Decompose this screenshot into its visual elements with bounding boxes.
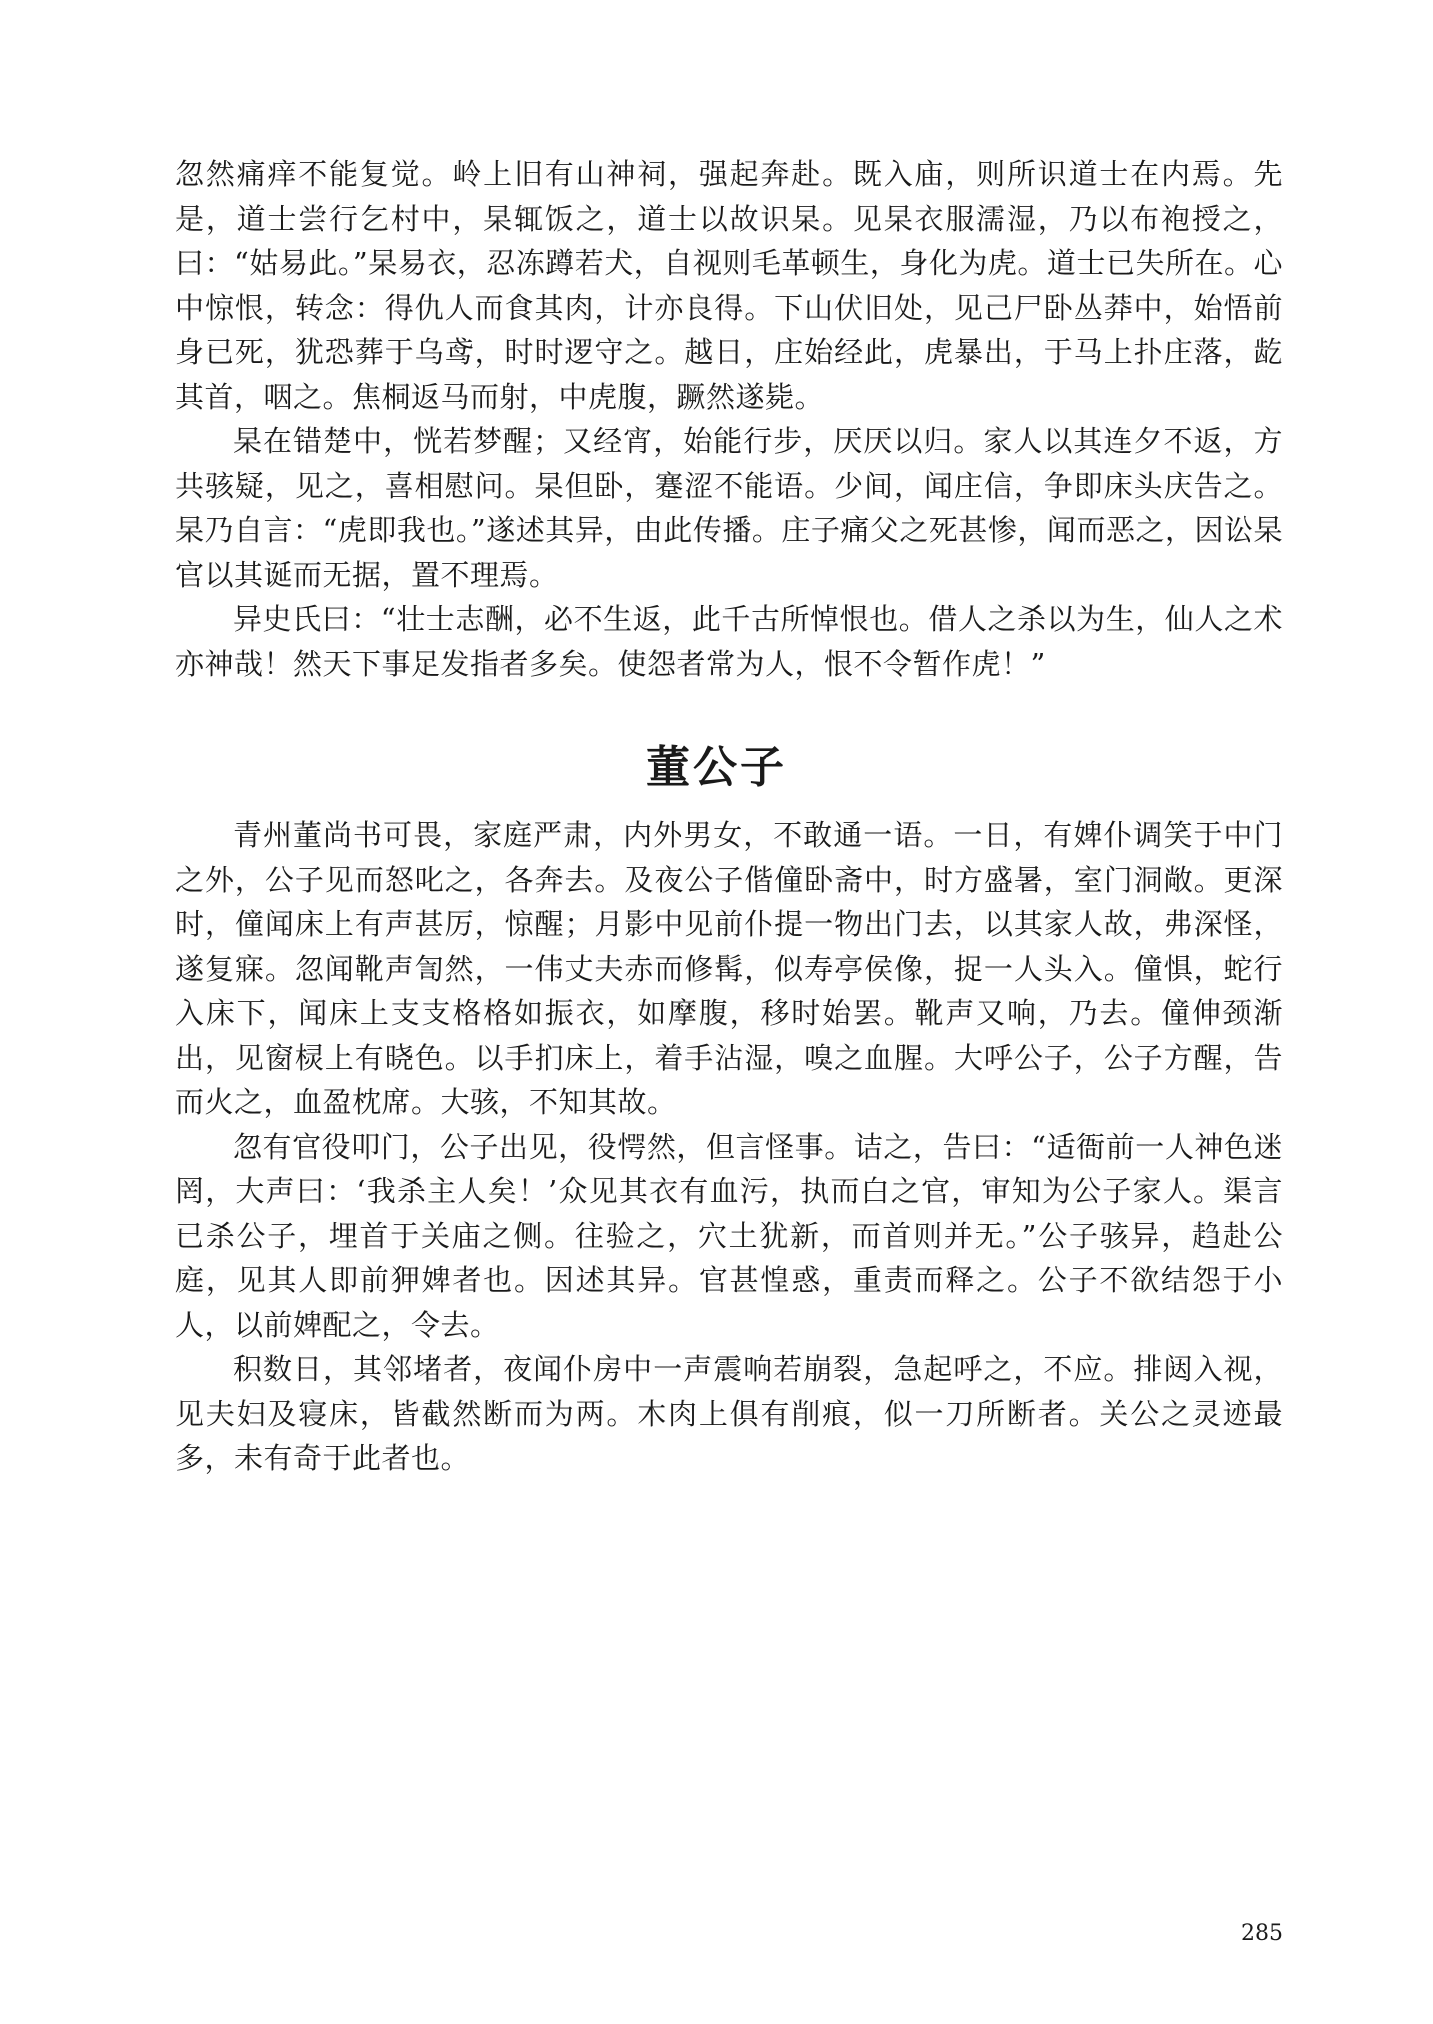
paragraph: 杲在错楚中，恍若梦醒；又经宵，始能行步，厌厌以归。家人以其连夕不返，方共骇疑，见之，喜相慰问。杲但卧，蹇涩不能语。少间，闻庄信，争即床头庆告之。杲乃自言：“虎即我也。”遂述其异，由此传播。庄子痛父之死甚惨，闻而恶之，因讼杲官以其诞而无据，置不理焉。 [175,424,1283,592]
paragraph: 忽然痛痒不能复觉。岭上旧有山神祠，强起奔赴。既入庙，则所识道士在内焉。先是，道士尝行乞村中，杲辄饭之，道士以故识杲。见杲衣服濡湿，乃以布袍授之，曰：“姑易此。”杲易衣，忍冻蹲若犬，自视则毛革顿生，身化为虎。道士已失所在。心中惊恨，转念：得仇人而食其肉，计亦良得。下山伏旧处，见己尸卧丛莽中，始悟前身已死，犹恐葬于乌鸢，时时逻守之。越日，庄始经此，虎暴出，于马上扑庄落，龁其首，咽之。焦桐返马而射，中虎腹，蹶然遂毙。 [175,157,1283,414]
page-number: 285 [1241,1921,1283,1946]
story-body-text [175,813,1283,1481]
paragraph: 忽有官役叩门，公子出见，役愕然，但言怪事。诘之，告曰：“适衙前一人神色迷罔，大声曰：‘我杀主人矣！’众见其衣有血污，执而白之官，审知为公子家人。渠言已杀公子，埋首于关庙之侧。往验之，穴土犹新，而首则并无。”公子骇异，趋赴公庭，见其人即前狎婢者也。因述其异。官甚惶惑，重责而释之。公子不欲结怨于小人，以前婢配之，令去。 [175,1129,1283,1342]
previous-story-text [175,152,1283,686]
paragraph: 青州董尚书可畏，家庭严肃，内外男女，不敢通一语。一日，有婢仆调笑于中门之外，公子见而怒叱之，各奔去。及夜公子偕僮卧斋中，时方盛暑，室门洞敞。更深时，僮闻床上有声甚厉，惊醒；月影中见前仆提一物出门去，以其家人故，弗深怪，遂复寐。忽闻靴声訇然，一伟丈夫赤而修髯，似寿亭侯像，捉一人头入。僮惧，蛇行入床下，闻床上支支格格如振衣，如摩腹，移时始罢。靴声又响，乃去。僮伸颈渐出，见窗棂上有晓色。以手扪床上，着手沾湿，嗅之血腥。大呼公子，公子方醒，告而火之，血盈枕席。大骇，不知其故。 [175,818,1283,1119]
story-title: 董公子 [646,742,787,793]
paragraph: 积数日，其邻堵者，夜闻仆房中一声震响若崩裂，急起呼之，不应。排闼入视，见夫妇及寝床，皆截然断而为两。木肉上俱有削痕，似一刀所断者。关公之灵迹最多，未有奇于此者也。 [175,1352,1283,1475]
paragraph: 异史氏曰：“壮士志酬，必不生返，此千古所悼恨也。借人之杀以为生，仙人之术亦神哉！然天下事足发指者多矣。使怨者常为人，恨不令暂作虎！” [175,602,1283,681]
